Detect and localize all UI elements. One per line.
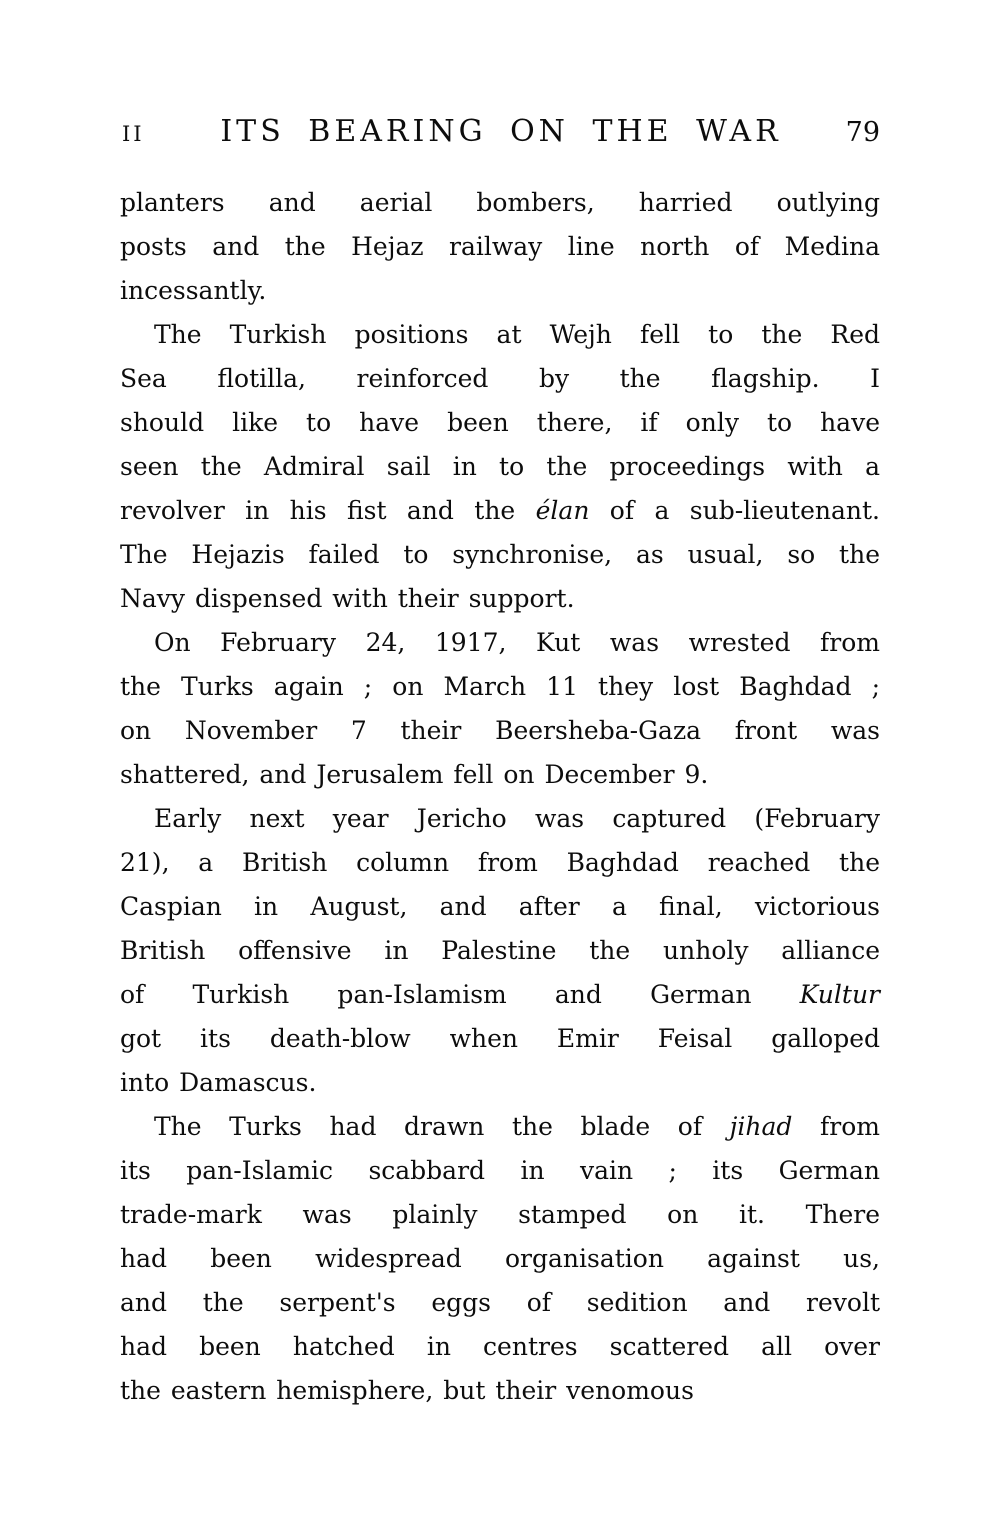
text-line: trade-mark was plainly stamped on it. There	[120, 1200, 880, 1229]
text-line: Caspian in August, and after a final, victorious	[120, 892, 880, 921]
text-line: incessantly.	[120, 276, 267, 305]
text-line: of Turkish pan-Islamism and German Kultur	[120, 980, 880, 1009]
paragraph	[120, 621, 880, 797]
text-line: The Hejazis failed to synchronise, as usual, so the	[120, 540, 880, 569]
text-line: its pan-Islamic scabbard in vain ; its German	[120, 1156, 880, 1185]
text-line: and the serpent's eggs of sedition and revolt	[120, 1288, 880, 1317]
paragraph	[120, 797, 880, 1105]
text-line: on November 7 their Beersheba-Gaza front was	[120, 716, 880, 745]
text-line: 21), a British column from Baghdad reached the	[120, 848, 880, 877]
text-line: posts and the Hejaz railway line north of Medina	[120, 232, 880, 261]
chapter-number: II	[122, 122, 145, 146]
running-title: ITS BEARING ON THE WAR	[220, 114, 782, 149]
text-line: got its death-blow when Emir Feisal galloped	[120, 1024, 880, 1053]
text-line: On February 24, 1917, Kut was wrested from	[154, 628, 880, 657]
text-line: had been widespread organisation against us,	[120, 1244, 880, 1273]
text-line: Early next year Jericho was captured (February	[154, 804, 880, 833]
text-line: Navy dispensed with their support.	[120, 584, 575, 613]
text-line: revolver in his fist and the élan of a sub-lieutenant.	[120, 496, 880, 525]
page-body	[120, 181, 880, 1413]
paragraph	[120, 1105, 880, 1413]
text-line: shattered, and Jerusalem fell on December 9.	[120, 760, 709, 789]
paragraph	[120, 181, 880, 313]
text-line: the eastern hemisphere, but their venomous	[120, 1376, 694, 1405]
text-line: British offensive in Palestine the unholy alliance	[120, 936, 880, 965]
running-head	[120, 110, 880, 156]
paragraph	[120, 313, 880, 621]
text-line: into Damascus.	[120, 1068, 317, 1097]
text-line: The Turkish positions at Wejh fell to the Red	[154, 320, 880, 349]
text-line: the Turks again ; on March 11 they lost Baghdad ;	[120, 672, 880, 701]
text-line: planters and aerial bombers, harried outlying	[120, 188, 880, 217]
page-number: 79	[845, 117, 880, 148]
text-line: should like to have been there, if only to have	[120, 408, 880, 437]
text-line: Sea flotilla, reinforced by the flagship. I	[120, 364, 880, 393]
text-line: The Turks had drawn the blade of jihad from	[154, 1112, 880, 1141]
text-line: had been hatched in centres scattered all over	[120, 1332, 880, 1361]
text-line: seen the Admiral sail in to the proceedings with a	[120, 452, 880, 481]
